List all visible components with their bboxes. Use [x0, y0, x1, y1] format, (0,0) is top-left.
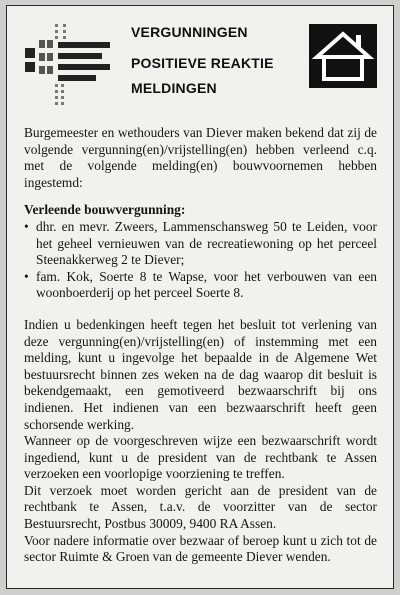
heading-line-2: POSITIEVE REAKTIE [131, 55, 274, 71]
heading [131, 20, 274, 101]
section-title: Verleende bouwvergunning: [24, 202, 186, 218]
list-item: • fam. Kok, Soerte 8 te Wapse, voor het verbouwen van een woonboerderij op het perceel Soerte 8. [24, 269, 377, 302]
address-paragraph: Dit verzoek moet worden gericht aan de president van de rechtbank te Assen, t.a.v. de voorzitter van de sector Bestuursrecht, Postbus 30009, 9400 RA Assen. [24, 482, 377, 532]
municipality-dotted-logo-icon [25, 20, 120, 110]
notice-frame [6, 5, 394, 589]
list-item: • dhr. en mevr. Zweers, Lammenschansweg 50 te Leiden, voor het geheel vernieuwen van de recreatiewoning op het perceel Steenakkerweg 2 te Diever; [24, 219, 377, 269]
heading-line-1: VERGUNNINGEN [131, 24, 248, 40]
notice-header [7, 6, 393, 118]
objection-paragraph: Indien u bedenkingen heeft tegen het besluit tot verlening van deze vergunning(en)/vrijstelling(en) of instemming met een melding, kunt u ingevolge het bepaalde in de Algemene Wet bestuursrecht binnen zes weken na de dag waarop dit besluit is bekendgemaakt, een gemotiveerd bezwaarschrift bij ons indienen. Het indienen van een bezwaarschrift heeft geen schorsende werking. [24, 316, 377, 432]
permit-list [24, 219, 377, 302]
heading-line-3: MELDINGEN [131, 80, 217, 96]
intro-paragraph: Burgemeester en wethouders van Diever maken bekend dat zij de volgende vergunning(en)/vrijstelling(en) hebben verleend c.q. met de volgende melding(en) bouwvoornemen hebben ingestemd: [24, 125, 377, 190]
notice-body [24, 125, 377, 566]
provisional-relief-paragraph: Wanneer op de voorgeschreven wijze een bezwaarschrift wordt ingediend, kunt u de president van de rechtbank te Assen verzoeken een voorlopige voorziening te treffen. [24, 433, 377, 482]
house-icon [309, 24, 377, 88]
information-paragraph: Voor nadere informatie over bezwaar of beroep kunt u zich tot de sector Ruimte & Groen van de gemeente Diever wenden. [24, 532, 377, 565]
